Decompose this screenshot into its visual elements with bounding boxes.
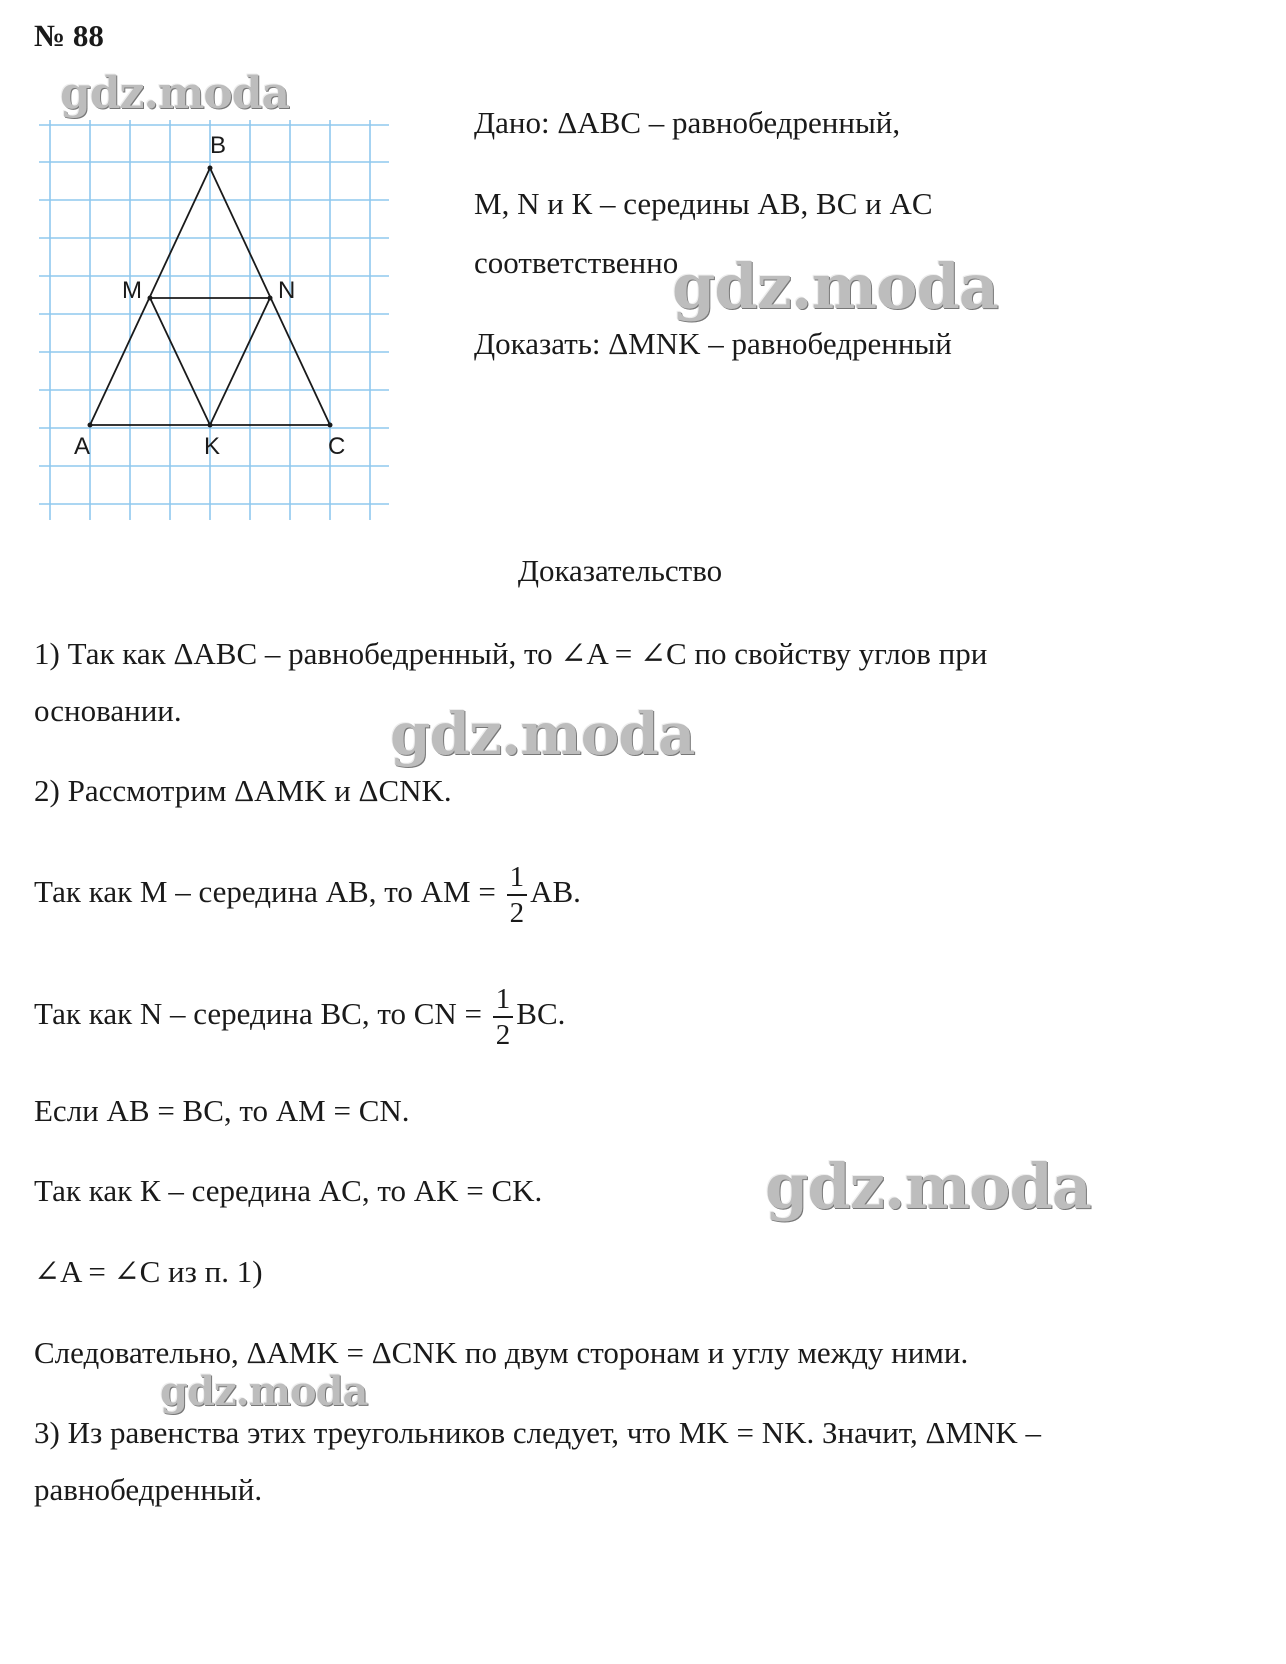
step2-intro: 2) Рассмотрим ΔAMK и ΔCNK. <box>34 773 452 808</box>
ak-ck-line: Так как К – середина AC, то AK = CK. <box>34 1173 543 1208</box>
frac-denominator: 2 <box>495 1019 511 1051</box>
triangle-figure <box>34 120 394 530</box>
label-m: M <box>122 277 142 304</box>
am-suffix: AB. <box>530 874 581 910</box>
fraction-half <box>507 860 528 930</box>
label-a: A <box>74 433 91 460</box>
watermark-logo: gdz.moda <box>60 68 290 119</box>
label-k: K <box>204 433 221 460</box>
frac-denominator: 2 <box>509 897 525 929</box>
step3-line1: 3) Из равенства этих треугольников следует, что MK = NK. Значит, ΔMNK – <box>34 1415 1042 1450</box>
grid <box>39 120 389 520</box>
label-b: B <box>210 132 227 159</box>
given-line-1: Дано: ΔABC – равнобедренный, <box>474 105 901 140</box>
frac-numerator: 1 <box>507 860 528 896</box>
problem-number: № 88 <box>34 18 104 53</box>
ab-bc-line: Если AB = BC, то AM = CN. <box>34 1093 410 1128</box>
given-line-3: соответственно <box>474 245 679 280</box>
step3-line2: равнобедренный. <box>34 1472 263 1507</box>
watermark-logo: gdz.moda <box>160 1368 368 1415</box>
watermark-logo: gdz.moda <box>390 700 695 768</box>
cn-suffix: BC. <box>516 996 566 1032</box>
prove-statement: Доказать: ΔMNK – равнобедренный <box>474 326 952 361</box>
fraction-half <box>493 982 514 1052</box>
step1-line2: основании. <box>34 693 182 728</box>
angles-line: ∠A = ∠C из п. 1) <box>34 1254 263 1289</box>
proof-heading: Доказательство <box>517 553 723 588</box>
cn-text: Так как N – середина BC, то CN = <box>34 996 483 1032</box>
watermark-logo: gdz.moda <box>672 250 998 323</box>
step1-line1: 1) Так как ΔABC – равнобедренный, то ∠A = ∠C по свойству углов при <box>34 636 988 671</box>
cn-line <box>34 982 565 1052</box>
label-c: C <box>328 433 346 460</box>
frac-numerator: 1 <box>493 982 514 1018</box>
am-text: Так как M – середина AB, то AM = <box>34 874 496 910</box>
given-line-2: M, N и К – середины AB, BC и AC <box>474 186 933 221</box>
segment-mk <box>150 298 210 425</box>
label-n: N <box>278 277 296 304</box>
segment-nk <box>210 298 270 425</box>
watermark-logo: gdz.moda <box>765 1150 1091 1223</box>
am-line <box>34 860 581 930</box>
conclusion-line: Следовательно, ΔAMK = ΔCNK по двум сторонам и углу между ними. <box>34 1335 969 1370</box>
